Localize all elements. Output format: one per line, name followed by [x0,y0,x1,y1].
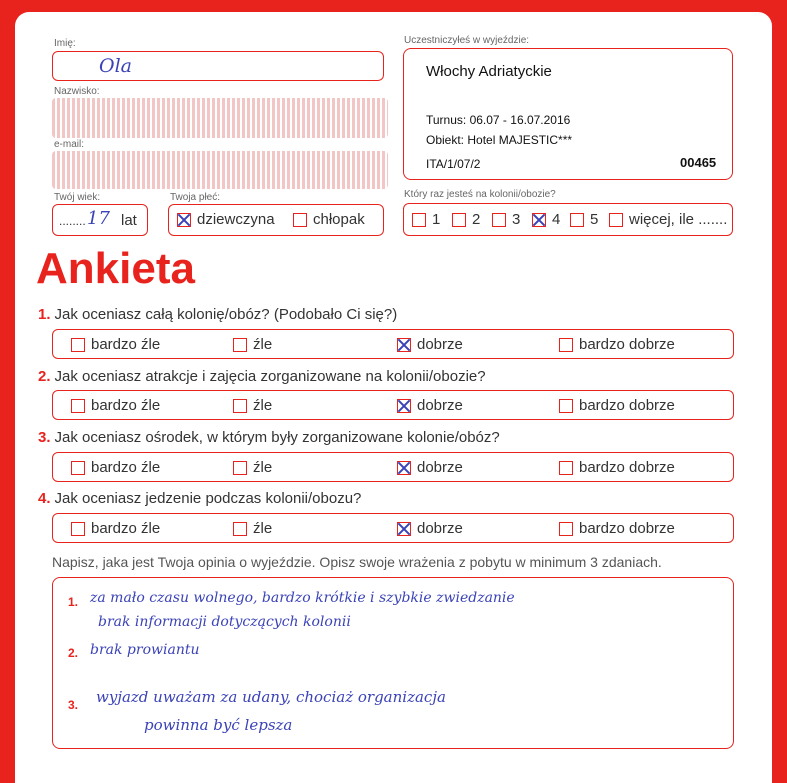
opinion-number-2: 2. [68,646,79,660]
option-label: dobrze [417,459,463,476]
option-label: bardzo źle [91,336,161,353]
answer-row-3 [52,452,734,482]
checkbox[interactable] [71,399,85,413]
checkbox[interactable] [609,213,623,227]
times-option-more[interactable] [609,211,727,228]
times-option-3[interactable] [492,211,520,228]
opinion-line-2: brak prowiantu [90,642,200,658]
trip-turnus: Turnus: 06.07 - 16.07.2016 [426,113,571,127]
checkbox[interactable] [71,522,85,536]
opinion-line-1: za mało czasu wolnego, bardzo krótkie i szybkie zwiedzanie [90,590,515,606]
checkbox[interactable] [71,338,85,352]
checkbox[interactable] [559,461,573,475]
checkbox[interactable] [452,213,466,227]
option-label: bardzo dobrze [579,397,675,414]
opinion-line-1b: brak informacji dotyczących kolonii [98,614,351,630]
option-dobrze[interactable] [397,336,463,353]
question-1 [38,306,397,323]
option-label: bardzo źle [91,459,161,476]
option-label: dobrze [417,336,463,353]
option-dobrze[interactable] [397,459,463,476]
question-text: Jak oceniasz ośrodek, w którym były zorganizowane kolonie/obóz? [54,429,500,446]
age-field[interactable] [52,204,148,236]
checkbox[interactable] [233,461,247,475]
checkbox[interactable] [71,461,85,475]
option-zle[interactable] [233,459,272,476]
option-bardzo-dobrze[interactable] [559,397,675,414]
option-dobrze[interactable] [397,397,463,414]
times-label-5: 5 [590,211,599,228]
times-label-1: 1 [432,211,441,228]
trip-box [403,48,733,180]
checkbox[interactable] [559,522,573,536]
checkbox-checked[interactable] [397,399,411,413]
question-number: 4. [38,490,51,507]
option-label: dobrze [417,397,463,414]
option-bardzo-dobrze[interactable] [559,520,675,537]
option-label: dobrze [417,520,463,537]
gender-field [168,204,384,236]
question-number: 3. [38,429,51,446]
question-text: Jak oceniasz całą kolonię/obóz? (Podobało Ci się?) [54,306,398,323]
option-label: źle [253,336,273,353]
trip-code: ITA/1/07/2 [426,157,481,171]
surname-redacted [52,98,388,138]
age-value: 17 [87,208,110,229]
option-dobrze[interactable] [397,520,463,537]
question-3 [38,429,500,446]
option-label: źle [253,520,273,537]
times-label-2: 2 [472,211,481,228]
checkbox-checked[interactable] [532,213,546,227]
times-label-more: więcej, ile ....... [629,211,728,228]
option-bardzo-zle[interactable] [71,336,160,353]
checkbox[interactable] [233,338,247,352]
option-bardzo-dobrze[interactable] [559,459,675,476]
times-label-3: 3 [512,211,521,228]
option-label: bardzo źle [91,520,161,537]
survey-title: Ankieta [36,244,195,293]
question-number: 2. [38,368,51,385]
times-field [403,203,733,236]
trip-obiekt: Obiekt: Hotel MAJESTIC*** [426,133,573,147]
trip-name: Włochy Adriatyckie [426,63,552,80]
name-field[interactable] [52,51,384,81]
opinion-line-3b: powinna być lepsza [144,716,293,734]
question-2 [38,368,486,385]
opinion-line-3: wyjazd uważam za udany, chociaż organizacja [96,688,446,706]
option-label: bardzo dobrze [579,520,675,537]
option-label: bardzo źle [91,397,161,414]
email-label: e-mail: [54,139,85,150]
gender-option-boy[interactable] [293,211,365,228]
option-label: bardzo dobrze [579,336,675,353]
checkbox-checked[interactable] [397,522,411,536]
option-zle[interactable] [233,336,272,353]
opinion-number-1: 1. [68,595,79,609]
checkbox[interactable] [233,399,247,413]
opinion-prompt: Napisz, jaka jest Twoja opinia o wyjeździe. Opisz swoje wrażenia z pobytu w minimum 3 zdaniach. [52,554,662,570]
checkbox[interactable] [492,213,506,227]
email-redacted [52,151,388,189]
question-number: 1. [38,306,51,323]
question-text: Jak oceniasz atrakcje i zajęcia zorganizowane na kolonii/obozie? [54,368,486,385]
gender-label: Twoja płeć: [170,192,221,203]
checkbox[interactable] [233,522,247,536]
times-option-4[interactable] [532,211,560,228]
surname-label: Nazwisko: [54,86,100,97]
gender-option-label: dziewczyna [197,211,275,228]
option-bardzo-zle[interactable] [71,397,160,414]
age-dots: ........ [59,214,86,228]
option-label: źle [253,397,273,414]
option-bardzo-dobrze[interactable] [559,336,675,353]
trip-label: Uczestniczyłeś w wyjeździe: [404,35,530,46]
trip-number: 00465 [680,155,717,170]
answer-row-2 [52,390,734,420]
option-bardzo-zle[interactable] [71,459,160,476]
answer-row-4 [52,513,734,543]
times-option-5[interactable] [570,211,598,228]
times-label-4: 4 [552,211,561,228]
name-value: Ola [99,55,132,77]
option-bardzo-zle[interactable] [71,520,160,537]
name-label: Imię: [54,38,76,49]
option-label: źle [253,459,273,476]
times-label: Który raz jesteś na kolonii/obozie? [404,189,556,200]
option-zle[interactable] [233,397,272,414]
question-4 [38,490,361,507]
option-label: bardzo dobrze [579,459,675,476]
question-text: Jak oceniasz jedzenie podczas kolonii/obozu? [54,490,362,507]
checkbox[interactable] [559,338,573,352]
checkbox-checked[interactable] [177,213,191,227]
answer-row-1 [52,329,734,359]
checkbox[interactable] [559,399,573,413]
checkbox-checked[interactable] [397,338,411,352]
checkbox[interactable] [293,213,307,227]
checkbox[interactable] [412,213,426,227]
checkbox[interactable] [570,213,584,227]
times-option-2[interactable] [452,211,480,228]
age-suffix: lat [121,212,137,229]
times-option-1[interactable] [412,211,440,228]
option-zle[interactable] [233,520,272,537]
gender-option-girl[interactable] [177,211,275,228]
checkbox-checked[interactable] [397,461,411,475]
age-label: Twój wiek: [54,192,101,203]
gender-option-label: chłopak [313,211,365,228]
opinion-number-3: 3. [68,698,79,712]
